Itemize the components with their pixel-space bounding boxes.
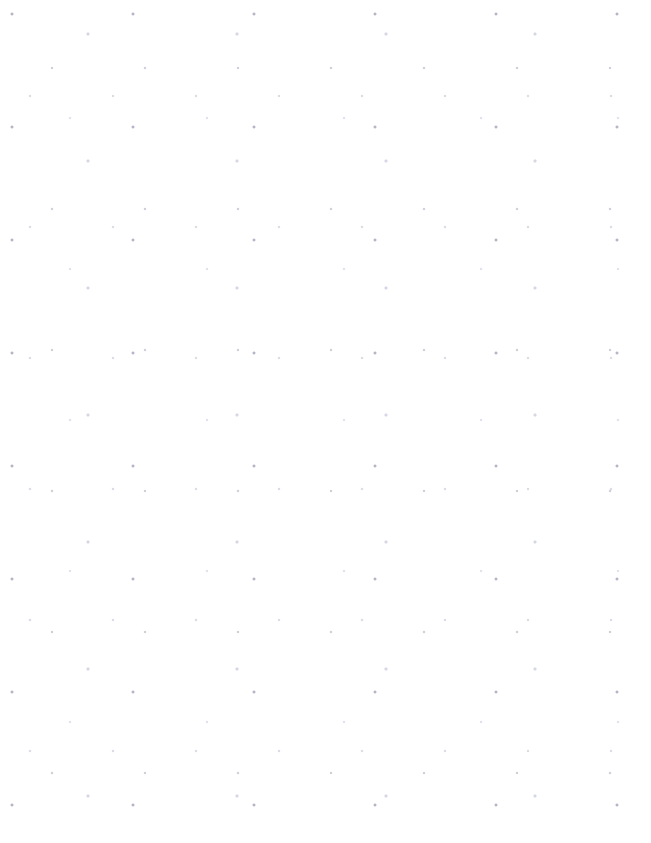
- page-title-script: [26, 11, 414, 25]
- traits-block: [391, 22, 643, 36]
- menu-calendar: [43, 140, 603, 594]
- forest-illustration: [0, 715, 651, 843]
